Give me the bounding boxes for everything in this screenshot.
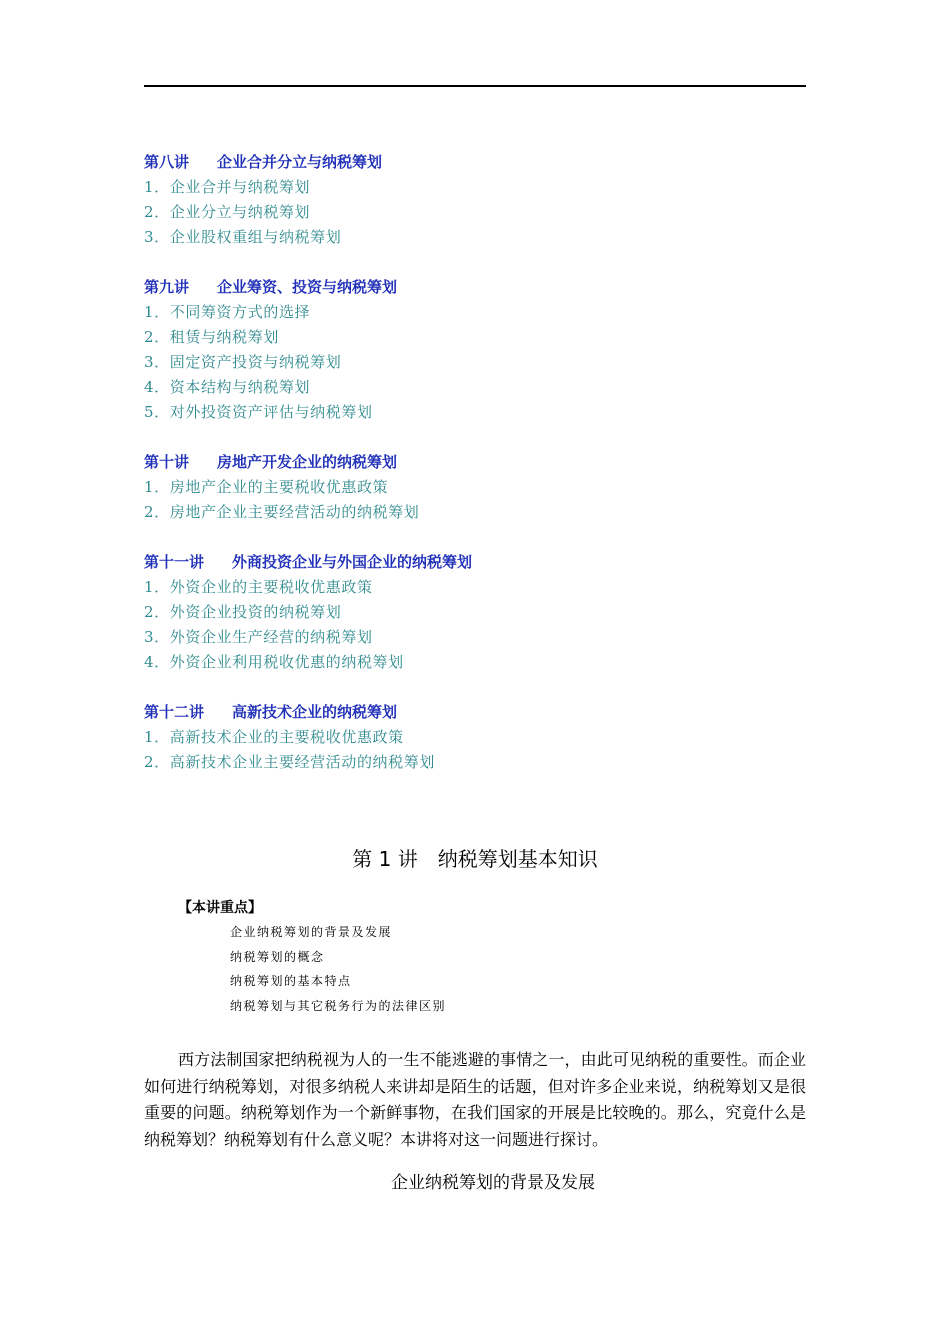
header-rule — [144, 85, 806, 87]
toc-heading — [144, 275, 806, 300]
toc-item: 1．外资企业的主要税收优惠政策 — [144, 578, 373, 596]
toc-section-lecture-11 — [144, 550, 806, 675]
lecture-title: 高新技术企业的纳税筹划 — [232, 703, 398, 721]
toc-heading — [144, 550, 806, 575]
key-points-list — [230, 920, 446, 1018]
lecture-heading: 第 1 讲 纳税筹划基本知识 — [352, 847, 598, 871]
toc-item: 4．资本结构与纳税筹划 — [144, 378, 311, 396]
lecture-number: 第十一讲 — [144, 553, 205, 571]
toc-item: 1．高新技术企业的主要税收优惠政策 — [144, 728, 404, 746]
toc-section-lecture-12 — [144, 700, 806, 775]
lecture-title: 外商投资企业与外国企业的纳税筹划 — [232, 553, 473, 571]
toc-item: 2．外资企业投资的纳税筹划 — [144, 603, 342, 621]
toc-heading — [144, 450, 806, 475]
lecture-title: 房地产开发企业的纳税筹划 — [217, 453, 398, 471]
toc-item: 1．企业合并与纳税筹划 — [144, 178, 311, 196]
toc-item: 3．企业股权重组与纳税筹划 — [144, 228, 342, 246]
toc-section-lecture-10 — [144, 450, 806, 525]
table-of-contents — [144, 150, 806, 800]
toc-heading — [144, 150, 806, 175]
toc-item: 3．外资企业生产经营的纳税筹划 — [144, 628, 373, 646]
key-point-item: 纳税筹划与其它税务行为的法律区别 — [230, 998, 447, 1013]
key-point-item: 纳税筹划的基本特点 — [230, 974, 352, 988]
lecture-title: 企业合并分立与纳税筹划 — [217, 153, 383, 171]
key-points — [178, 897, 446, 1018]
lecture-number: 第十二讲 — [144, 703, 205, 721]
lecture-number: 第九讲 — [144, 278, 190, 296]
lecture-title: 企业筹资、投资与纳税筹划 — [217, 278, 398, 296]
toc-item: 4．外资企业利用税收优惠的纳税筹划 — [144, 653, 404, 671]
toc-item: 2．企业分立与纳税筹划 — [144, 203, 311, 221]
toc-item: 1．不同筹资方式的选择 — [144, 303, 311, 321]
toc-item: 2．高新技术企业主要经营活动的纳税筹划 — [144, 753, 435, 771]
intro-paragraph: 西方法制国家把纳税视为人的一生不能逃避的事情之一，由此可见纳税的重要性。而企业如何进行纳税筹划，对很多纳税人来讲却是陌生的话题，但对许多企业来说，纳税筹划又是很重要的问题。纳税筹划作为一个新鲜事物，在我们国家的开展是比较晚的。那么，究竟什么是纳税筹划？纳税筹划有什么意义呢？本讲将对这一问题进行探讨。 — [144, 1050, 806, 1149]
toc-item: 2．租赁与纳税筹划 — [144, 328, 279, 346]
toc-item: 2．房地产企业主要经营活动的纳税筹划 — [144, 503, 420, 521]
key-points-label: 【本讲重点】 — [178, 900, 262, 916]
key-point-item: 纳税筹划的概念 — [230, 949, 325, 964]
toc-section-lecture-9 — [144, 275, 806, 425]
key-point-item: 企业纳税筹划的背景及发展 — [230, 925, 393, 939]
lecture-number: 第八讲 — [144, 153, 190, 171]
toc-section-lecture-8 — [144, 150, 806, 250]
section-heading: 企业纳税筹划的背景及发展 — [391, 1173, 595, 1193]
toc-heading — [144, 700, 806, 725]
toc-item: 5．对外投资资产评估与纳税筹划 — [144, 403, 373, 421]
toc-item: 1．房地产企业的主要税收优惠政策 — [144, 478, 389, 496]
lecture-number: 第十讲 — [144, 453, 190, 471]
toc-item: 3．固定资产投资与纳税筹划 — [144, 353, 342, 371]
